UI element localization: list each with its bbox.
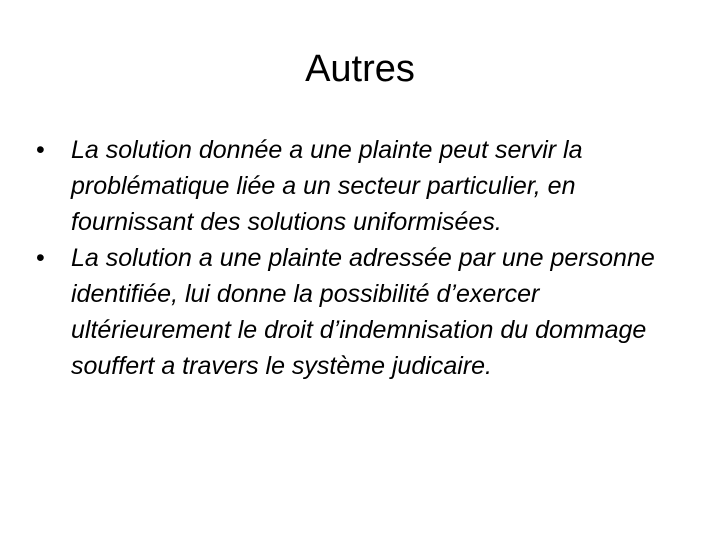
bullet-text: La solution donnée a une plainte peut servir la problématique liée a un secteur particulier, en fournissant des solutions uniformisées. — [71, 136, 583, 236]
bullet-text: La solution a une plainte adressée par une personne identifiée, lui donne la possibilité d’exercer ultérieurement le droit d’indemnisation du dommage souffert a travers le système judicaire. — [71, 244, 655, 380]
slide-title: Autres — [305, 48, 415, 90]
bullet-list — [36, 132, 686, 384]
bullet-item — [36, 240, 686, 384]
bullet-icon: • — [36, 244, 45, 272]
bullet-item — [36, 132, 686, 240]
bullet-icon: • — [36, 136, 45, 164]
